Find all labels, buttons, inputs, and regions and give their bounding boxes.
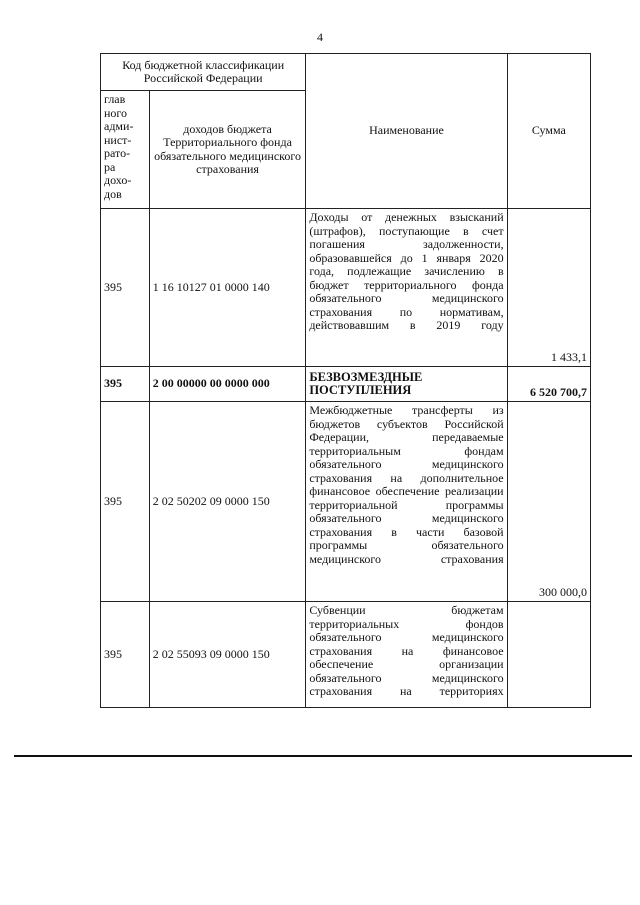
budget-code: 2 02 55093 09 0000 150: [149, 602, 306, 708]
budget-classification-table: [100, 53, 591, 708]
header-sum: Сумма: [507, 54, 590, 209]
admin-code: 395: [101, 209, 150, 367]
header-classification-code: Код бюджетной классификации Российской Федерации: [101, 54, 306, 91]
budget-code: 2 02 50202 09 0000 150: [149, 402, 306, 602]
admin-code: 395: [101, 602, 150, 708]
table-row: [101, 209, 591, 367]
footer-rule: [14, 755, 632, 757]
admin-code: 395: [101, 402, 150, 602]
admin-code: 395: [101, 367, 150, 402]
income-name: Доходы от денежных взысканий (штрафов), поступающие в счет погашения задолженности, образовавшейся до 1 января 2020 года, подлежащие зачислению в бюджет территориального фонда обязательного медицинского страхования по нормативам, действовавшим в 2019 году: [306, 209, 507, 367]
income-sum: 6 520 700,7: [507, 367, 590, 402]
income-name: Межбюджетные трансферты из бюджетов субъектов Российской Федерации, передаваемые территориальным фондам обязательного медицинского страхования на дополнительное финансовое обеспечение реализации территориальной программы обязательного медицинского страхования в части базовой программы обязательного медицинского страхования: [306, 402, 507, 602]
budget-code: 1 16 10127 01 0000 140: [149, 209, 306, 367]
header-fund-income: доходов бюджета Территориального фонда обязательного медицинского страхования: [149, 91, 306, 209]
table-row: [101, 602, 591, 708]
income-name: БЕЗВОЗМЕЗДНЫЕ ПОСТУПЛЕНИЯ: [306, 367, 507, 402]
page-number: 4: [317, 30, 323, 44]
header-row-1: [101, 54, 591, 91]
budget-code: 2 00 00000 00 0000 000: [149, 367, 306, 402]
header-name: Наименование: [306, 54, 507, 209]
income-sum: 1 433,1: [507, 209, 590, 367]
income-sum: 300 000,0: [507, 402, 590, 602]
income-name: Субвенции бюджетам территориальных фондов обязательного медицинского страхования на финансовое обеспечение организации обязательного медицинского страхования на территориях: [306, 602, 507, 708]
table-row: [101, 402, 591, 602]
income-sum: [507, 602, 590, 708]
header-chief-administrator: глав ного адми- нист- рато- ра дохо- дов: [101, 91, 150, 209]
table-row: [101, 367, 591, 402]
